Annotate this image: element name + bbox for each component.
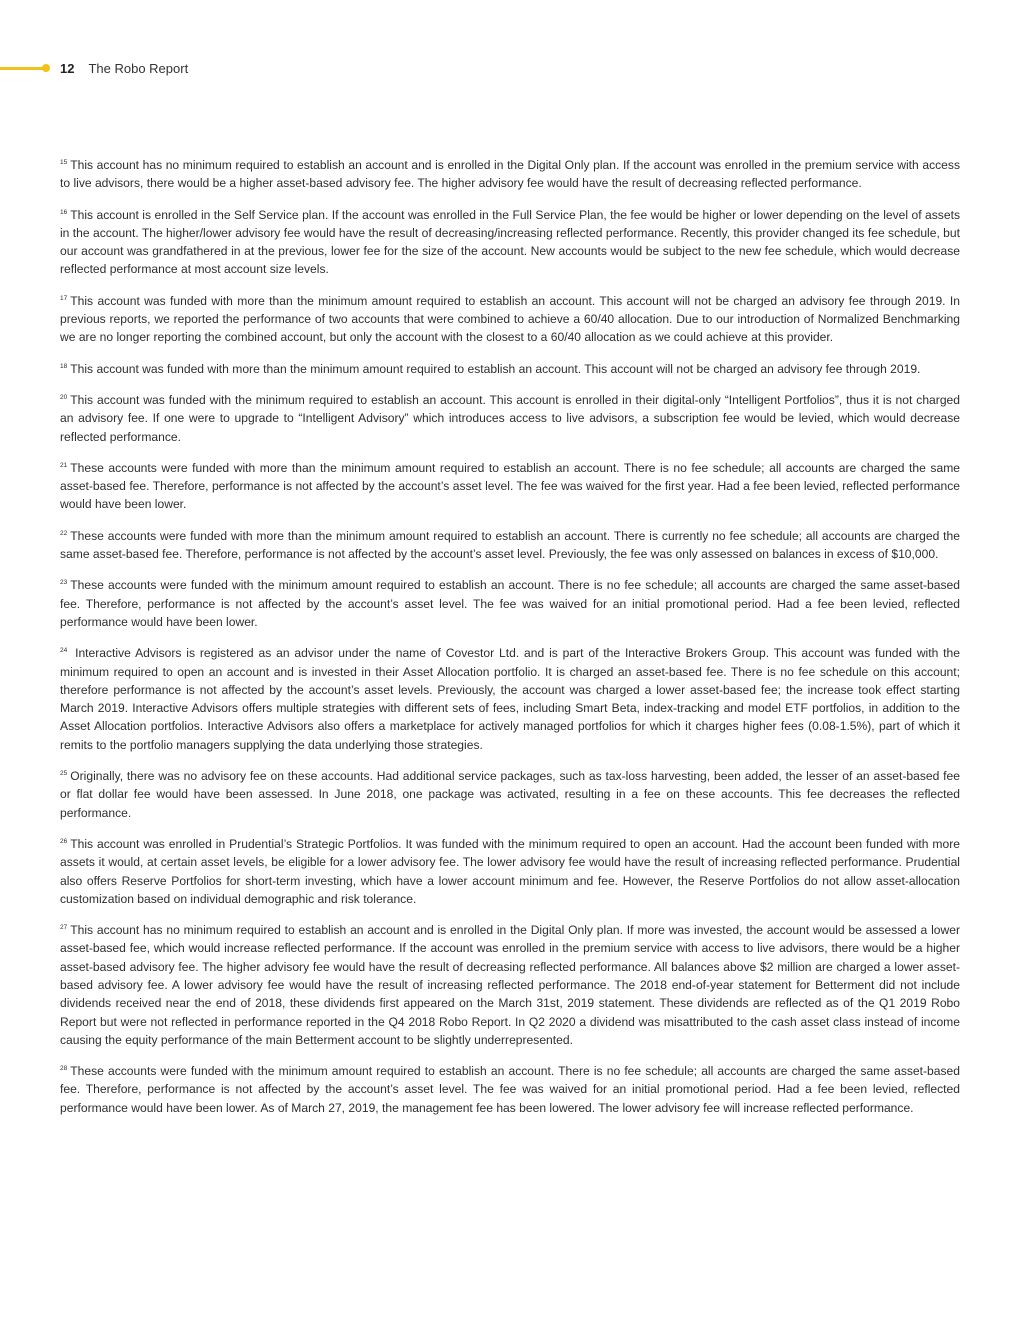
page-header xyxy=(0,58,188,78)
footnote-text: This account was enrolled in Prudential’s Strategic Portfolios. It was funded with the minimum required to open an account. Had the account been funded with more assets it would, at certain asset levels, be eligible for a lower advisory fee. The lower advisory fee would have the result of increasing reflected performance. Prudential also offers Reserve Portfolios for short-term investing, which have a lower account minimum and fee. However, the Reserve Portfolios do not allow asset-allocation customization based on individual demographic and risk tolerance. xyxy=(60,836,960,906)
footnote-number: 22 xyxy=(60,529,68,537)
footnote-text: These accounts were funded with the minimum amount required to establish an account. There is no fee schedule; all accounts are charged the same asset-based fee. Therefore, performance is not affected by the account’s asset level. The fee was waived for an initial promotional period. Had a fee been levied, reflected performance would have been lower. xyxy=(60,578,960,629)
footnote xyxy=(60,292,960,347)
footnote-number: 28 xyxy=(60,1065,68,1073)
report-title: The Robo Report xyxy=(88,60,189,76)
footnote xyxy=(60,921,960,1049)
footnote-number: 23 xyxy=(60,579,68,587)
footnote xyxy=(60,1062,960,1117)
page-number: 12 xyxy=(60,60,75,76)
footnote-number: 17 xyxy=(60,294,68,302)
footnote-text: This account was funded with more than the minimum amount required to establish an account. This account will not be charged an advisory fee through 2019. In previous reports, we reported the performance of two accounts that were combined to achieve a 60/40 allocation. Due to our introduction of Normalized Benchmarking we are no longer reporting the combined account, but only the account with the closest to a 60/40 allocation as we could achieve at this provider. xyxy=(60,293,960,345)
footnote xyxy=(60,206,960,279)
footnote xyxy=(60,835,960,908)
footnote xyxy=(60,156,960,193)
footnote xyxy=(60,391,960,446)
footnote-text: This account has no minimum required to establish an account and is enrolled in the Digital Only plan. If the account was enrolled in the premium service with access to live advisors, there would be a higher asset-based advisory fee. The higher advisory fee would have the result of decreasing reflected performance. xyxy=(60,158,960,191)
footnotes-section xyxy=(60,156,960,1130)
footnote-number: 27 xyxy=(60,924,68,932)
footnote-text: This account has no minimum required to establish an account and is enrolled in the Digital Only plan. If more was invested, the account would be assessed a lower asset-based fee, which would increase reflected performance. If the account was enrolled in the premium service with access to live advisors, there would be a higher asset-based advisory fee. The higher advisory fee would have the result of decreasing reflected performance. All balances above $2 million are charged a lower asset-based advisory fee. A lower advisory fee would have the result of increasing reflected performance. The 2018 end-of-year statement for Betterment did not include dividends received near the end of 2018, these dividends first appeared on the March 31st, 2019 statement. These dividends are reflected as of the Q1 2019 Robo Report but were not reflected in performance reported in the Q4 2018 Robo Report. In Q2 2020 a dividend was misattributed to the cash asset class instead of income causing the equity performance of the main Betterment account to be slightly underrepresented. xyxy=(60,923,960,1047)
footnote-number: 20 xyxy=(60,393,68,401)
footnote-number: 16 xyxy=(60,208,68,216)
footnote-number: 18 xyxy=(60,362,68,370)
footnote xyxy=(60,644,960,754)
footnote-number: 24 xyxy=(60,647,68,655)
footnote-number: 26 xyxy=(60,837,68,845)
footnote-number: 25 xyxy=(60,770,68,778)
footnote-text: This account was funded with the minimum required to establish an account. This account is enrolled in their digital-only “Intelligent Portfolios”, thus it is not charged an advisory fee. If one were to upgrade to “Intelligent Advisory” which introduces access to live advisors, a subscription fee would be levied, which would decrease reflected performance. xyxy=(60,392,960,444)
footnote-text: These accounts were funded with more than the minimum amount required to establish an account. There is no fee schedule; all accounts are charged the same asset-based fee. Therefore, performance is not affected by the account’s asset level. The fee was waived for the first year. Had a fee been levied, reflected performance would have been lower. xyxy=(60,460,960,512)
footnote xyxy=(60,527,960,564)
footnote-number: 21 xyxy=(60,461,68,469)
footnote xyxy=(60,459,960,514)
footnote-text: Originally, there was no advisory fee on these accounts. Had additional service packages, such as tax-loss harvesting, been added, the lesser of an asset-based fee or flat dollar fee would have been assessed. In June 2018, one package was activated, resulting in a fee on these accounts. This fee decreases the reflected performance. xyxy=(60,769,960,820)
footnote-text: These accounts were funded with more than the minimum amount required to establish an account. There is currently no fee schedule; all accounts are charged the same asset-based fee. Therefore, performance is not affected by the account’s asset level. Previously, the fee was only assessed on balances in excess of $10,000. xyxy=(60,528,960,562)
footnote-text: This account is enrolled in the Self Service plan. If the account was enrolled in the Full Service Plan, the fee would be higher or lower depending on the level of assets in the account. The higher/lower advisory fee would have the result of decreasing/increasing reflected performance. Recently, this provider changed its fee schedule, but our account was grandfathered in at the previous, lower fee for the size of the account. New accounts would be subject to the new fee schedule, which would decrease reflected performance at most account size levels. xyxy=(60,207,960,277)
header-accent-line xyxy=(0,67,46,70)
footnote-text: These accounts were funded with the minimum amount required to establish an account. There is no fee schedule; all accounts are charged the same asset-based fee. Therefore, performance is not affected by the account’s asset level. The fee was waived for an initial promotional period. Had a fee been levied, reflected performance would have been lower. As of March 27, 2019, the management fee has been lowered. The lower advisory fee will increase reflected performance. xyxy=(60,1064,960,1115)
footnote xyxy=(60,576,960,631)
footnote-number: 15 xyxy=(60,159,68,166)
footnote-text: Interactive Advisors is registered as an advisor under the name of Covestor Ltd. and is part of the Interactive Brokers Group. This account was funded with the minimum required to open an account and is invested in their Asset Allocation portfolio. It is charged an asset-based fee. There is no fee schedule on this account; therefore performance is not affected by the account’s asset levels. Previously, the account was charged a lower asset-based fee; the increase took effect starting March 2019. Interactive Advisors offers multiple strategies with different sets of fees, including Smart Beta, index-tracking and model ETF portfolios, in addition to the Asset Allocation portfolios. Interactive Advisors also offers a marketplace for actively managed portfolios for which it charges higher fees (0.08-1.5%), part of which it remits to the portfolio managers supplying the data underlying those strategies. xyxy=(60,646,960,752)
footnote xyxy=(60,360,960,378)
footnote xyxy=(60,767,960,822)
header-accent-dot xyxy=(42,64,50,72)
footnote-text: This account was funded with more than the minimum amount required to establish an account. This account will not be charged an advisory fee through 2019. xyxy=(70,361,921,376)
